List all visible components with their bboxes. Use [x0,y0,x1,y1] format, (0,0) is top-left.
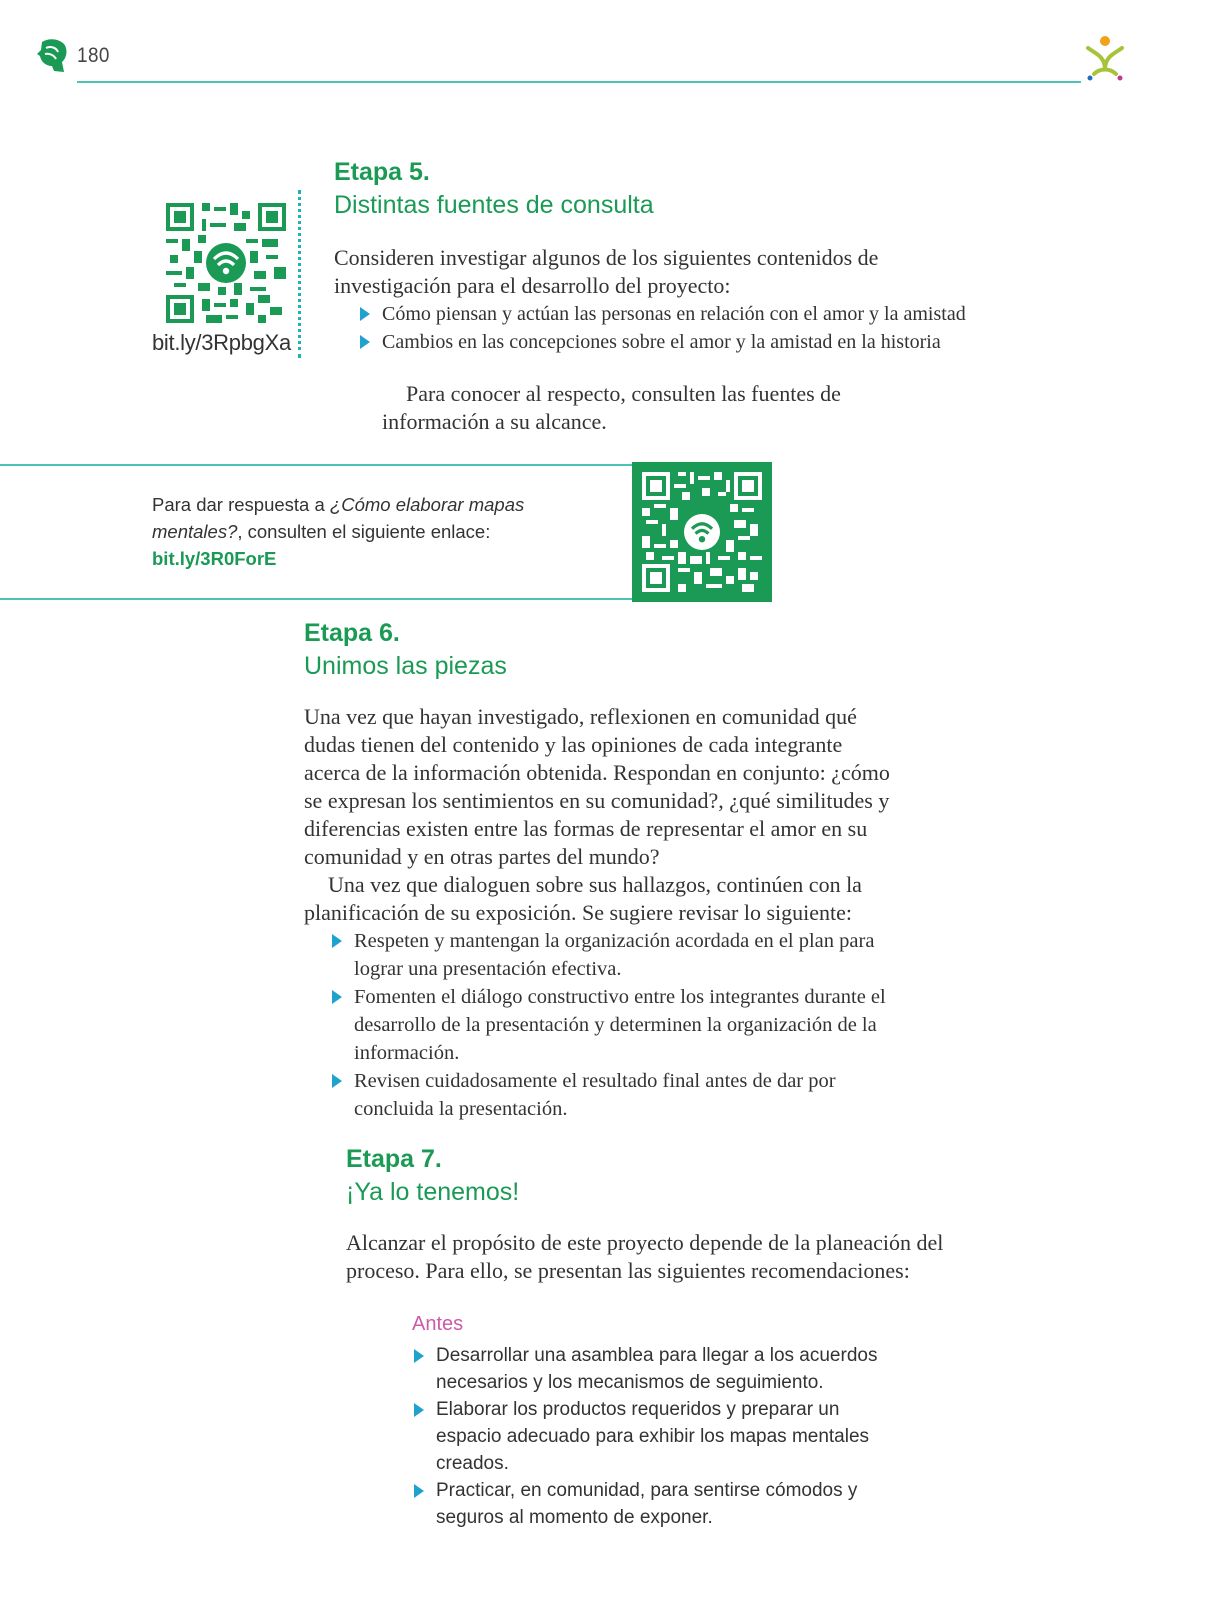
etapa7-intro: Alcanzar el propósito de este proyecto depende de la planeación del proceso. Para ello, se presentan las siguientes recomendaciones: [346,1230,944,1283]
list-item: Elaborar los productos requeridos y preparar un espacio adecuado para exhibir los mapas mentales creados. [412,1396,892,1477]
etapa6-bullet-list [330,927,900,1123]
bullet-arrow-icon [332,990,342,1004]
qr-link-etapa5[interactable]: bit.ly/3RpbgXa [152,330,291,355]
community-logo-icon [1080,34,1130,84]
link-box-text: Para dar respuesta a ¿Cómo elaborar mapas mentales?, consulten el siguiente enlace: bit.ly/3R0ForE [152,494,525,569]
bullet-arrow-icon [414,1349,424,1363]
link-box-url[interactable]: bit.ly/3R0ForE [152,548,277,569]
qr-code-etapa5[interactable] [166,203,286,323]
list-item: Respeten y mantengan la organización acordada en el plan para lograr una presentación efectiva. [330,927,900,983]
etapa6-title: Unimos las piezas [304,652,507,680]
bullet-arrow-icon [332,1074,342,1088]
qr-code-linkbox[interactable] [642,472,762,592]
etapa7-title: ¡Ya lo tenemos! [346,1178,520,1206]
antes-bullet-list [412,1342,892,1531]
bullet-arrow-icon [414,1403,424,1417]
etapa6-paragraph2: Una vez que dialoguen sobre sus hallazgos, continúen con la planificación de su exposición. Se sugiere revisar lo siguiente: [304,872,862,925]
list-item: Cambios en las concepciones sobre el amor y la amistad en la historia [358,328,1038,356]
etapa5-number: Etapa 5. [334,158,430,186]
etapa5-title: Distintas fuentes de consulta [334,191,654,219]
bullet-arrow-icon [360,307,370,321]
bullet-arrow-icon [414,1484,424,1498]
book-logo-icon [36,38,70,74]
list-item: Desarrollar una asamblea para llegar a los acuerdos necesarios y los mecanismos de seguimiento. [412,1342,892,1396]
antes-label: Antes [412,1313,464,1335]
page-number: 180 [77,44,110,67]
bullet-arrow-icon [332,934,342,948]
list-item: Practicar, en comunidad, para sentirse cómodos y seguros al momento de exponer. [412,1477,892,1531]
list-item: Cómo piensan y actúan las personas en relación con el amor y la amistad [358,300,1038,328]
list-item: Fomenten el diálogo constructivo entre los integrantes durante el desarrollo de la presentación y determinen la organización de la información. [330,983,900,1067]
etapa6-number: Etapa 6. [304,619,400,647]
bullet-arrow-icon [360,335,370,349]
etapa5-intro: Consideren investigar algunos de los siguientes contenidos de investigación para el desarrollo del proyecto: [334,245,879,298]
etapa5-bullet-list [358,300,1038,356]
header-rule [77,81,1081,83]
etapa5-closing: Para conocer al respecto, consulten las fuentes de información a su alcance. [382,381,841,434]
etapa7-number: Etapa 7. [346,1145,442,1173]
etapa6-paragraph1: Una vez que hayan investigado, reflexionen en comunidad qué dudas tienen del contenido y las opiniones de cada integrante acerca de la información obtenida. Respondan en conjunto: ¿cómo se expresan los sentimientos en su comunidad?, ¿qué similitudes y diferencias existen entre las formas de representar el amor en su comunidad y en otras partes del mundo? [304,704,890,869]
qr-divider [298,190,301,358]
list-item: Revisen cuidadosamente el resultado final antes de dar por concluida la presentación. [330,1067,900,1123]
